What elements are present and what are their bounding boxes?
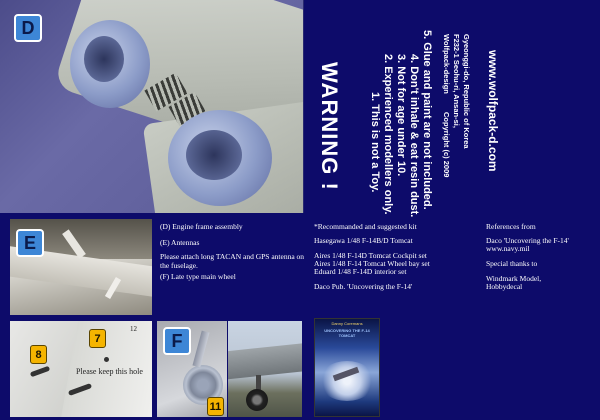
warning-title: WARNING !: [317, 62, 342, 191]
company-name: Wolfpack-design: [442, 34, 451, 94]
label-f: F: [163, 327, 191, 355]
warning-item-4: 4. Don't inhale & eat resin dust.: [408, 54, 420, 218]
copyright: Copyright (c) 2009: [442, 112, 451, 178]
photo-antennas: [10, 219, 152, 315]
book-title: UNCOVERING THE F-14 TOMCAT: [324, 328, 370, 338]
recommended-item: Aires 1/48 F-14 Tomcat Wheel bay set: [314, 259, 430, 268]
recommended-heading: *Recommanded and suggested kit: [314, 222, 417, 231]
warning-item-3: 3. Not for age under 10.: [395, 54, 407, 177]
label-e: E: [16, 229, 44, 257]
photo-fuselage-parts: [10, 321, 152, 417]
thanks-heading: Special thanks to: [486, 259, 538, 268]
website[interactable]: www.wolfpack-d.com: [486, 50, 500, 172]
hole-note: Please keep this hole: [76, 367, 143, 376]
thanks-item: Windmark Model,: [486, 274, 542, 283]
book-cover: [314, 318, 380, 417]
desc-e: (E) Antennas: [160, 238, 200, 247]
desc-e-note: Please attach long TACAN and GPS antenna on the fuselage.: [160, 252, 305, 270]
thanks-item: Hobbydecal: [486, 282, 523, 291]
part-number-7: 7: [89, 329, 106, 348]
desc-d: (D) Engine frame assembly: [160, 222, 243, 231]
reference-item[interactable]: www.navy.mil: [486, 244, 530, 253]
part-number-8: 8: [30, 345, 47, 364]
warning-item-1: 1. This is not a Toy.: [369, 92, 381, 193]
reference-item: Daco 'Uncovering the F-14': [486, 236, 569, 245]
recommended-item: Aires 1/48 F-14D Tomcat Cockpit set: [314, 251, 427, 260]
company-address-1: F232-1 Seohu-ri, Ansan-si,: [452, 34, 461, 128]
recommended-item: Daco Pub. 'Uncovering the F-14': [314, 282, 413, 291]
desc-f: (F) Late type main wheel: [160, 272, 236, 281]
recommended-item: Hasegawa 1/48 F-14B/D Tomcat: [314, 236, 413, 245]
label-d: D: [14, 14, 42, 42]
part-number-12: 12: [130, 325, 137, 333]
warning-item-2: 2. Experienced modellers only.: [382, 54, 394, 215]
references-heading: References from: [486, 222, 536, 231]
photo-aircraft-wheel: [228, 321, 302, 417]
recommended-item: Eduard 1/48 F-14D interior set: [314, 267, 407, 276]
warning-item-5: 5. Glue and paint are not included.: [421, 30, 433, 210]
company-address-2: Gyeonggi-do, Republic of Korea: [462, 34, 471, 149]
book-author: Danny Coremans: [331, 321, 363, 326]
photo-engine-frame: [0, 0, 304, 213]
part-number-11: 11: [207, 397, 224, 416]
photo-wheel-part: [157, 321, 227, 417]
